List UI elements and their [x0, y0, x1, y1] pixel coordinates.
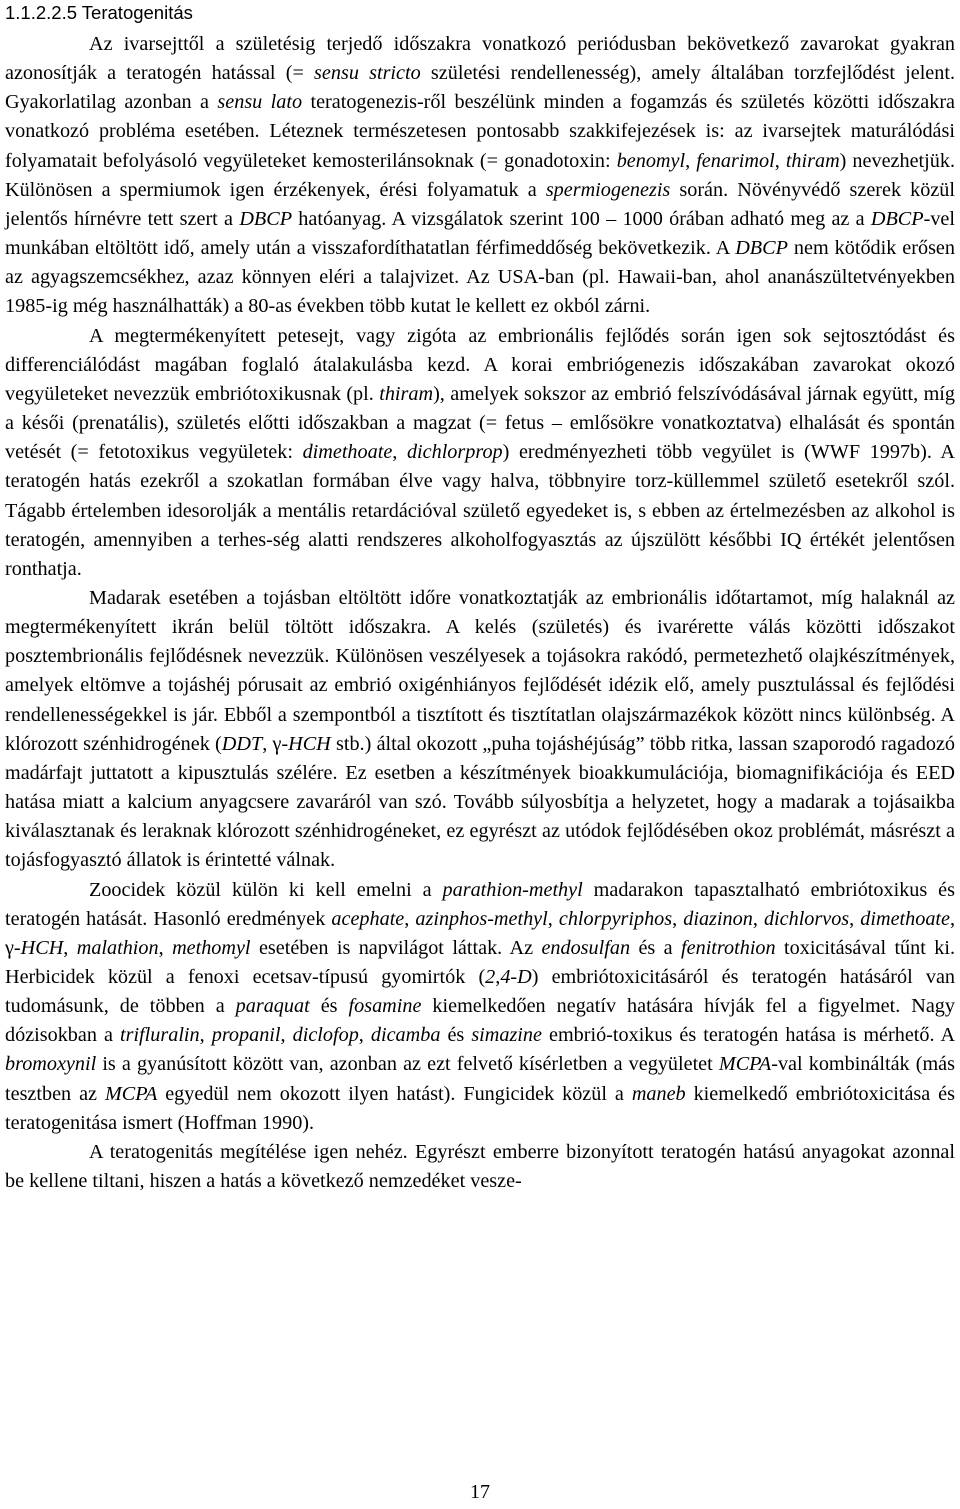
page-number: 17 [470, 1481, 490, 1503]
paragraph-4: Zoocidek közül külön ki kell emelni a parathion-methyl madarakon tapasztalható embriótoxikus és teratogén hatását. Hasonló eredmények acephate, azinphos-methyl, chlorpyriphos, diazinon, dichlorvos, dimethoate, γ-HCH, malathion, methomyl esetében is napvilágot láttak. Az endosulfan és a fenitrothion toxicitásával tűnt ki. Herbicidek közül a fenoxi ecetsav-típusú gyomirtók (2,4-D) embriótoxicitásáról és teratogén hatásáról van tudomásunk, de többen a paraquat és fosamine kiemelkedően negatív hatására hívják fel a figyelmet. Nagy dózisokban a trifluralin, propanil, diclofop, dicamba és simazine embrió-toxikus és teratogén hatása is mérhető. A bromoxynil is a gyanúsított között van, azonban az ezt felvető kísérletben a vegyületet MCPA-val kombinálták (más tesztben az MCPA egyedül nem okozott ilyen hatást). Fungicidek közül a maneb kiemelkedő embriótoxicitása és teratogenitása ismert (Hoffman 1990). [5, 878, 956, 1134]
paragraph-2: A megtermékenyített petesejt, vagy zigóta az embrionális fejlődés során igen sok sejtosztódást és differenciálódást magában foglaló átalakulásba kezd. A korai embriógenezis időszakában zavarokat okozó vegyületeket nevezzük embriótoxikusnak (pl. thiram), amelyek sokszor az embrió felszívódásával járnak együtt, míg a késői (prenatális), születés előtti időszakban a magzat (= fetus – emlősökre vonatkoztatva) elhalását és spontán vetését (= fetotoxikus vegyületek: dimethoate, dichlorprop) eredményezheti több vegyület is (WWF 1997b). A teratogén hatás ezekről a szokatlan formában élve vagy halva, többnyire torz-küllemmel születő esetekről szól. Tágabb értelemben idesorolják a mentális retardációval születő egyedeket is, s ebben az értelmezésben az alkohol is teratogén, amennyiben a terhes-ség alatti rendszeres alkoholfogyasztás az újszülött későbbi IQ értékét jelentősen ronthatja. [5, 324, 955, 580]
paragraph-5: A teratogenitás megítélése igen nehéz. Egyrészt emberre bizonyított teratogén hatású anyagokat azonnal be kellene tiltani, hiszen a hatás a következő nemzedéket vesze- [5, 1140, 955, 1193]
paragraph-3: Madarak esetében a tojásban eltöltött időre vonatkoztatják az embrionális időtartamot, míg halaknál az megtermékenyített ikrán belül töltött időszakra. A kelés (születés) és ivarérette válás közötti időszakot posztembrionális fejlődésnek nevezzük. Különösen veszélyesek a tojásokra rakódó, permetezhető olajkészítmények, amelyek eltömve a tojáshéj pórusait az embrió oxigénhiányos fejlődését idézik elő, amely pusztulással és fejlődési rendellenességekkel is jár. Ebből a szempontból a tisztított és tisztítatlan olajszármazékok között nincs különbség. A klórozott szénhidrogének (DDT, γ-HCH stb.) által okozott „puha tojáshéjúság” több ritka, lassan szaporodó ragadozó madárfajt juttatott a kipusztulás szélére. Ez esetben a készítmények bioakkumulációja, biomagnifikációja és EED hatása miatt a kalcium anyagcsere zavaráról van szó. Tovább súlyosbítja a helyzetet, hogy a madarak a tojásaikba kiválasztanak és leraknak klórozott szénhidrogéneket, ez egyrészt az utódok fejlődésében okoz problémát, másrészt a tojásfogyasztó állatok is érintetté válnak. [5, 586, 955, 872]
section-heading: 1.1.2.2.5 Teratogenitás [5, 2, 193, 23]
paragraph-1: Az ivarsejttől a születésig terjedő időszakra vonatkozó periódusban bekövetkező zavarokat gyakran azonosítják a teratogén hatással (= sensu stricto születési rendellenesség), amely általában torzfejlődést jelent. Gyakorlatilag azonban a sensu lato teratogenezis-ről beszélünk minden a fogamzás és születés közötti időszakra vonatkozó probléma esetében. Léteznek természetesen pontosabb szakkifejezések is: az ivarsejtek maturálódási folyamatait befolyásoló vegyületeket kemosterilánsoknak (= gonadotoxin: benomyl, fenarimol, thiram) nevezhetjük. Különösen a spermiumok igen érzékenyek, érési folyamatuk a spermiogenezis során. Növényvédő szerek közül jelentős hírnévre tett szert a DBCP hatóanyag. A vizsgálatok szerint 100 – 1000 órában adható meg az a DBCP-vel munkában eltöltött idő, amely után a visszafordíthatatlan férfimeddőség bekövetkezik. A DBCP nem kötődik erősen az agyagszemcsékhez, azaz könnyen eléri a talajvizet. Az USA-ban (pl. Hawaii-ban, ahol ananászültetvényekben 1985-ig még használhatták) a 80-as években több kutat le kellett ez okból zárni. [5, 33, 956, 318]
